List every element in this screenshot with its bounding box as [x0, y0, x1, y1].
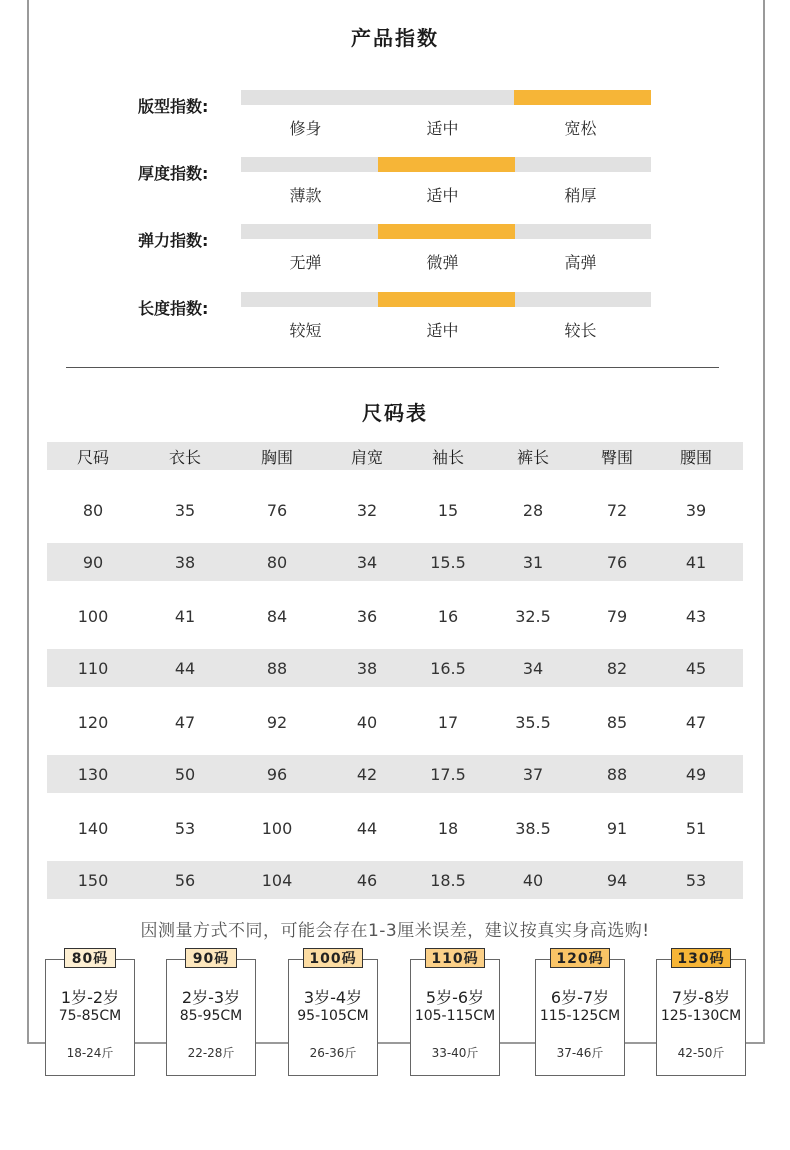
index-label: 版型指数: [138, 97, 209, 116]
index-label: 弹力指数: [138, 231, 209, 250]
table-cell: 120 [77, 712, 109, 732]
table-cell: 50 [174, 764, 196, 784]
table-cell: 94 [606, 870, 628, 890]
table-cell: 96 [266, 764, 288, 784]
table-header-cell: 衣长 [168, 447, 201, 467]
size-card [45, 959, 135, 1076]
table-cell: 82 [606, 658, 628, 678]
table-cell: 35 [174, 500, 196, 520]
product-index-title: 产品指数 [351, 26, 439, 50]
table-cell: 43 [685, 606, 707, 626]
table-cell: 79 [606, 606, 628, 626]
table-cell: 47 [685, 712, 707, 732]
table-cell: 28 [522, 500, 544, 520]
table-cell: 36 [356, 606, 378, 626]
size-tag: 110码 [425, 948, 485, 968]
table-cell: 35.5 [515, 712, 551, 732]
card-height-range: 95-105CM [297, 1008, 369, 1024]
index-option-label: 较长 [564, 321, 597, 340]
card-weight-range: 26-36斤 [309, 1046, 357, 1060]
table-cell: 100 [77, 606, 109, 626]
card-age-range: 7岁-8岁 [671, 988, 731, 1007]
table-cell: 45 [685, 658, 707, 678]
index-option-label: 无弹 [289, 253, 322, 272]
table-header-cell: 肩宽 [350, 447, 383, 467]
index-label: 长度指数: [138, 299, 209, 318]
frame-bottom-border [27, 1042, 765, 1044]
table-row [47, 491, 743, 529]
table-cell: 92 [266, 712, 288, 732]
table-cell: 16.5 [430, 658, 466, 678]
index-track [241, 292, 651, 307]
table-cell: 31 [522, 552, 544, 572]
index-selected-segment [378, 224, 516, 239]
index-option-label: 微弹 [426, 253, 459, 272]
table-cell: 42 [356, 764, 378, 784]
table-cell: 39 [685, 500, 707, 520]
index-row [0, 157, 790, 217]
index-option-label: 宽松 [564, 119, 597, 138]
card-age-range: 5岁-6岁 [425, 988, 485, 1007]
section-divider [66, 367, 719, 368]
card-age-range: 3岁-4岁 [303, 988, 363, 1007]
table-cell: 32 [356, 500, 378, 520]
table-header-cell: 胸围 [260, 447, 293, 467]
table-cell: 140 [77, 818, 109, 838]
table-cell: 104 [261, 870, 293, 890]
table-header-cell: 裤长 [516, 447, 549, 467]
table-cell: 51 [685, 818, 707, 838]
table-cell: 17 [437, 712, 459, 732]
measurement-note: 因测量方式不同，可能会存在1-3厘米误差，建议按真实身高选购! [140, 921, 650, 941]
size-tag: 100码 [303, 948, 363, 968]
size-card [656, 959, 746, 1076]
index-option-label: 适中 [426, 186, 459, 205]
table-cell: 46 [356, 870, 378, 890]
table-cell: 18 [437, 818, 459, 838]
table-cell: 91 [606, 818, 628, 838]
index-row [0, 224, 790, 284]
table-cell: 47 [174, 712, 196, 732]
size-tag: 120码 [550, 948, 610, 968]
size-card [166, 959, 256, 1076]
size-tag: 130码 [671, 948, 731, 968]
card-weight-range: 42-50斤 [677, 1046, 725, 1060]
index-row [0, 292, 790, 352]
size-tag: 90码 [185, 948, 237, 968]
table-cell: 56 [174, 870, 196, 890]
table-cell: 34 [522, 658, 544, 678]
index-option-label: 适中 [426, 119, 459, 138]
table-cell: 34 [356, 552, 378, 572]
card-weight-range: 33-40斤 [431, 1046, 479, 1060]
size-card [288, 959, 378, 1076]
table-cell: 44 [174, 658, 196, 678]
table-cell: 130 [77, 764, 109, 784]
table-cell: 37 [522, 764, 544, 784]
card-weight-range: 18-24斤 [66, 1046, 114, 1060]
size-table-title: 尺码表 [362, 401, 428, 425]
index-selected-segment [378, 157, 516, 172]
index-option-label: 稍厚 [564, 186, 597, 205]
table-row [47, 597, 743, 635]
index-row [0, 90, 790, 150]
index-option-label: 修身 [289, 119, 322, 138]
table-cell: 80 [266, 552, 288, 572]
size-card [535, 959, 625, 1076]
table-cell: 72 [606, 500, 628, 520]
card-height-range: 75-85CM [58, 1008, 122, 1024]
index-selected-segment [514, 90, 651, 105]
table-cell: 15.5 [430, 552, 466, 572]
card-age-range: 2岁-3岁 [181, 988, 241, 1007]
index-option-label: 较短 [289, 321, 322, 340]
table-cell: 53 [174, 818, 196, 838]
table-cell: 110 [77, 658, 109, 678]
card-height-range: 115-125CM [539, 1008, 621, 1024]
index-selected-segment [378, 292, 516, 307]
table-cell: 84 [266, 606, 288, 626]
table-cell: 40 [522, 870, 544, 890]
card-weight-range: 37-46斤 [556, 1046, 604, 1060]
table-header-cell: 臀围 [600, 447, 633, 467]
card-height-range: 125-130CM [660, 1008, 742, 1024]
index-option-label: 适中 [426, 321, 459, 340]
table-cell: 150 [77, 870, 109, 890]
table-cell: 17.5 [430, 764, 466, 784]
index-track [241, 224, 651, 239]
size-tag: 80码 [64, 948, 116, 968]
card-weight-range: 22-28斤 [187, 1046, 235, 1060]
index-track [241, 90, 651, 105]
table-cell: 41 [174, 606, 196, 626]
table-cell: 38 [356, 658, 378, 678]
card-age-range: 1岁-2岁 [60, 988, 120, 1007]
table-header-row [47, 442, 743, 470]
size-card [410, 959, 500, 1076]
table-cell: 88 [606, 764, 628, 784]
index-option-label: 薄款 [289, 186, 322, 205]
table-header-cell: 袖长 [431, 447, 464, 467]
table-cell: 80 [82, 500, 104, 520]
table-row [47, 755, 743, 793]
table-header-cell: 腰围 [679, 447, 712, 467]
card-height-range: 105-115CM [414, 1008, 496, 1024]
table-cell: 38 [174, 552, 196, 572]
table-cell: 15 [437, 500, 459, 520]
table-cell: 38.5 [515, 818, 551, 838]
table-cell: 49 [685, 764, 707, 784]
table-cell: 76 [266, 500, 288, 520]
index-track [241, 157, 651, 172]
table-cell: 100 [261, 818, 293, 838]
table-cell: 90 [82, 552, 104, 572]
table-cell: 18.5 [430, 870, 466, 890]
table-cell: 16 [437, 606, 459, 626]
table-cell: 40 [356, 712, 378, 732]
table-row [47, 861, 743, 899]
table-cell: 41 [685, 552, 707, 572]
card-height-range: 85-95CM [179, 1008, 243, 1024]
index-option-label: 高弹 [564, 253, 597, 272]
table-row [47, 543, 743, 581]
table-cell: 88 [266, 658, 288, 678]
table-row [47, 649, 743, 687]
table-cell: 32.5 [515, 606, 551, 626]
table-header-cell: 尺码 [76, 447, 109, 467]
table-cell: 76 [606, 552, 628, 572]
index-label: 厚度指数: [138, 164, 209, 183]
card-age-range: 6岁-7岁 [550, 988, 610, 1007]
table-row [47, 703, 743, 741]
table-cell: 85 [606, 712, 628, 732]
table-row [47, 809, 743, 847]
table-cell: 53 [685, 870, 707, 890]
table-cell: 44 [356, 818, 378, 838]
